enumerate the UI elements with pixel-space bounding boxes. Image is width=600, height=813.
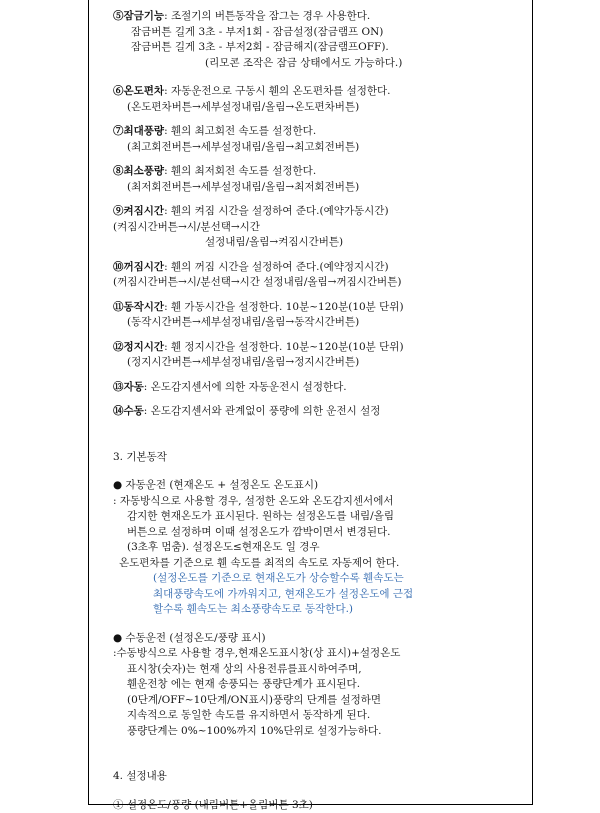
auto-run-line-2: 감지한 현재온도가 표시된다. 원하는 설정온도를 내림/올림 — [113, 509, 533, 525]
manual-run-heading: ● 수동운전 (설정온도/풍량 표시) — [113, 631, 533, 647]
manual-run-line-1: :수동방식으로 사용할 경우,현재온도표시창(상 표시)+설정온도 — [113, 646, 533, 662]
temp-dev-line-2: (온도편차버튼→세부설정내림/올림→온도편차버튼) — [113, 100, 533, 116]
lock-title: ⑤잠금기능 — [113, 10, 164, 22]
stop-time-desc: : 휀 정지시간을 설정한다. 10분~120분(10분 단위) — [164, 341, 403, 353]
setting-1: ① 설정온도/풍량 (내림버튼+올림버튼 3초) — [113, 798, 533, 813]
off-time-title: ⑩꺼짐시간 — [113, 261, 164, 273]
auto-desc: : 온도감지센서에 의한 자동운전시 설정한다. — [144, 381, 347, 393]
lock-line-1 — [113, 9, 533, 25]
manual-line — [113, 404, 533, 420]
off-time-line-1 — [113, 260, 533, 276]
stop-time-title: ⑫정지시간 — [113, 341, 164, 353]
max-air-title: ⑦최대풍량 — [113, 125, 164, 137]
off-time-line-2: (꺼짐시간버튼→시/분선택→시간 설정내림/올림→꺼짐시간버튼) — [113, 275, 533, 291]
on-time-line-1 — [113, 204, 533, 220]
document-body — [113, 9, 533, 813]
auto-run-line-4: (3초후 멈춤). 설정온도≤현재온도 일 경우 — [113, 540, 533, 556]
run-time-line-2: (동작시간버튼→세부설정내림/올림→동작시간버튼) — [113, 315, 533, 331]
run-time-line-1 — [113, 300, 533, 316]
max-air-desc: : 휀의 최고회전 속도를 설정한다. — [164, 125, 316, 137]
on-time-line-2: (켜짐시간버튼→시/분선택→시간 — [113, 220, 533, 236]
temp-dev-line-1 — [113, 84, 533, 100]
manual-run-line-2: 표시창(숫자)는 현재 상의 사용전류를표시하여주며, — [113, 662, 533, 678]
run-time-desc: : 휀 가동시간을 설정한다. 10분~120분(10분 단위) — [164, 301, 403, 313]
manual-desc: : 온도감지센서와 관계없이 풍량에 의한 운전시 설정 — [144, 405, 381, 417]
max-air-line-1 — [113, 124, 533, 140]
min-air-title: ⑧최소풍량 — [113, 165, 164, 177]
auto-run-heading: ● 자동운전 (현재온도 + 설정온도 온도표시) — [113, 478, 533, 494]
lock-line-2: 잠금버튼 길게 3초 - 부저1회 - 잠금설정(잠금램프 ON) — [113, 25, 533, 41]
section-4-heading: 4. 설정내용 — [113, 769, 533, 785]
on-time-desc: : 휀의 켜짐 시간을 설정하여 준다.(예약가동시간) — [164, 205, 388, 217]
auto-run-note-3: 할수록 휀속도는 최소풍량속도로 동작한다.) — [113, 602, 533, 618]
min-air-desc: : 휀의 최저회전 속도를 설정한다. — [164, 165, 316, 177]
auto-line — [113, 380, 533, 396]
run-time-title: ⑪동작시간 — [113, 301, 164, 313]
lock-line-4: (리모콘 조작은 잠금 상태에서도 가능하다.) — [113, 56, 533, 72]
auto-run-line-1: : 자동방식으로 사용할 경우, 설정한 온도와 온도감지센서에서 — [113, 494, 533, 510]
max-air-line-2: (최고회전버튼→세부설정내림/올림→최고회전버튼) — [113, 140, 533, 156]
auto-title: ⑬자동 — [113, 381, 144, 393]
min-air-line-2: (최저회전버튼→세부설정내림/올림→최저회전버튼) — [113, 180, 533, 196]
manual-run-line-6: 풍량단계는 0%~100%까지 10%단위로 설정가능하다. — [113, 724, 533, 740]
off-time-desc: : 휀의 꺼짐 시간을 설정하여 준다.(예약정지시간) — [164, 261, 388, 273]
auto-run-note-2: 최대풍량속도에 가까워지고, 현재온도가 설정온도에 근접 — [113, 587, 533, 603]
lock-line-3: 잠금버튼 길게 3초 - 부저2회 - 잠금해지(잠금램프OFF). — [113, 40, 533, 56]
temp-dev-desc: : 자동운전으로 구동시 휀의 온도편차를 설정한다. — [164, 85, 390, 97]
on-time-title: ⑨켜짐시간 — [113, 205, 164, 217]
manual-run-line-5: 지속적으로 동일한 속도를 유지하면서 동작하게 된다. — [113, 708, 533, 724]
temp-dev-title: ⑥온도편차 — [113, 85, 164, 97]
section-3-heading: 3. 기본동작 — [113, 450, 533, 466]
manual-title: ⑭수동 — [113, 405, 144, 417]
on-time-line-3: 설정내림/올림→켜짐시간버튼) — [113, 235, 533, 251]
lock-desc: : 조절기의 버튼동작을 잠그는 경우 사용한다. — [164, 10, 370, 22]
auto-run-line-5: 온도편차를 기준으로 휀 속도를 최적의 속도로 자동제어 한다. — [113, 556, 533, 572]
auto-run-line-3: 버튼으로 설정하며 이때 설정온도가 깜박이면서 변경된다. — [113, 525, 533, 541]
manual-run-line-3: 휀운전창 에는 현재 송풍되는 풍량단계가 표시된다. — [113, 677, 533, 693]
min-air-line-1 — [113, 164, 533, 180]
stop-time-line-2: (정지시간버튼→세부설정내림/올림→정지시간버튼) — [113, 355, 533, 371]
manual-run-line-4: (0단계/OFF~10단계/ON표시)풍량의 단계를 설정하면 — [113, 693, 533, 709]
auto-run-note-1: (설정온도를 기준으로 현재온도가 상승할수록 휀속도는 — [113, 571, 533, 587]
stop-time-line-1 — [113, 340, 533, 356]
